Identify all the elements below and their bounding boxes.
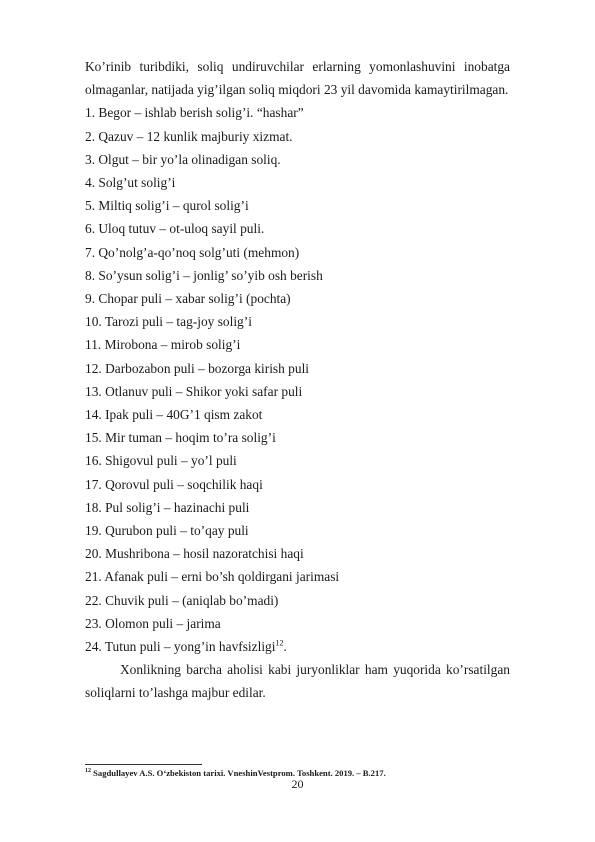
list-item: 22. Chuvik puli – (aniqlab bo’madi) — [85, 592, 279, 608]
list-item: 13. Otlanuv puli – Shikor yoki safar puli — [85, 383, 303, 399]
body-text — [85, 55, 510, 705]
list-item: 11. Mirobona – mirob solig’i — [85, 337, 241, 353]
list-item: 8. So’ysun solig’i – jonlig’ so’yib osh berish — [85, 267, 323, 283]
list-item: 16. Shigovul puli – yo’l puli — [85, 453, 237, 469]
list-item-last-text: 24. Tutun puli – yong’in havfsizligi — [85, 639, 276, 655]
list-item: 7. Qo’nolg’a-qo’noq solg’uti (mehmon) — [85, 244, 300, 260]
page-number: 20 — [291, 777, 304, 791]
list-item: 10. Tarozi puli – tag-joy solig’i — [85, 314, 252, 330]
list-item: 2. Qazuv – 12 kunlik majburiy xizmat. — [85, 128, 293, 144]
list-item: 12. Darbozabon puli – bozorga kirish puli — [85, 360, 310, 376]
footnote-reference: 12 — [275, 638, 284, 648]
list-item: 18. Pul solig’i – hazinachi puli — [85, 499, 250, 515]
list-item: 14. Ipak puli – 40G’1 qism zakot — [85, 407, 263, 423]
closing-paragraph: Xonlikning barcha aholisi kabi juryonliklar ham yuqorida ko’rsatilgan soliqlarni to’lashga majbur edilar. — [85, 662, 510, 701]
footnote-divider — [85, 764, 202, 765]
intro-paragraph: Ko’rinib turibdiki, soliq undiruvchilar erlarning yomonlashuvini inobatga olmaganlar, natijada yig’ilgan soliq miqdori 23 yil davomida kamaytirilmagan. — [85, 59, 510, 98]
list-item: 15. Mir tuman – hoqim to’ra solig’i — [85, 430, 276, 446]
list-item: 17. Qorovul puli – soqchilik haqi — [85, 476, 263, 492]
list-item-last-end: . — [283, 639, 287, 655]
list-item: 9. Chopar puli – xabar solig’i (pochta) — [85, 291, 291, 307]
list-item: 4. Solg’ut solig’i — [85, 175, 176, 191]
footnote-marker: 12 — [85, 768, 91, 775]
list-item: 3. Olgut – bir yo’la olinadigan soliq. — [85, 151, 281, 167]
list-item: 6. Uloq tutuv – ot-uloq sayil puli. — [85, 221, 265, 237]
tax-list — [85, 101, 510, 635]
list-item: 19. Qurubon puli – to’qay puli — [85, 523, 249, 539]
list-item: 20. Mushribona – hosil nazoratchisi haqi — [85, 546, 304, 562]
list-item: 5. Miltiq solig’i – qurol solig’i — [85, 198, 249, 214]
list-item: 23. Olomon puli – jarima — [85, 615, 221, 631]
list-item-last — [85, 635, 510, 658]
list-item: 21. Afanak puli – erni bo’sh qoldirgani jarimasi — [85, 569, 340, 585]
list-item: 1. Begor – ishlab berish solig’i. “hashar” — [85, 105, 304, 121]
footnote-text: Sagdullayev A.S. O‘zbekiston tarixi. VneshinVestprom. Toshkent. 2019. – B.217. — [91, 768, 386, 778]
